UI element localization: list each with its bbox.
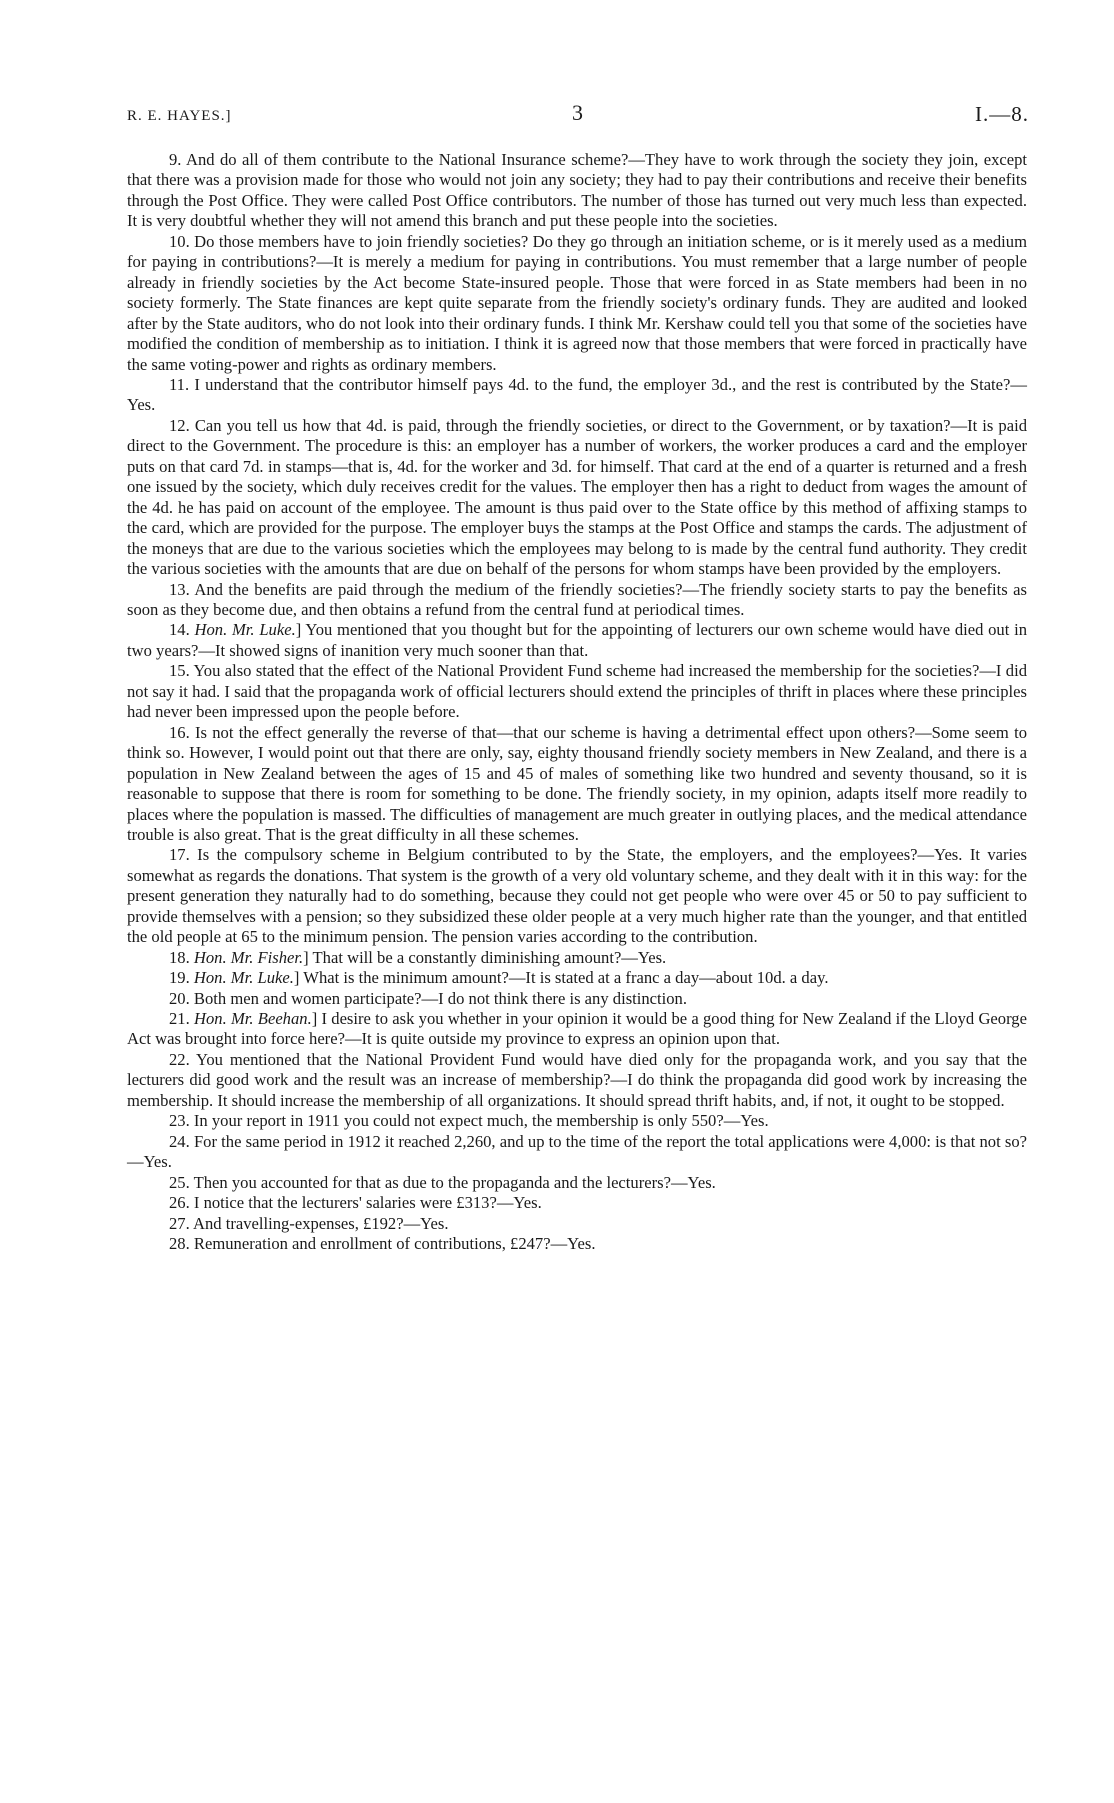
question-number: 26.: [169, 1193, 190, 1213]
testimony-paragraph: [127, 661, 1027, 722]
speaker-name: Hon. Mr. Beehan.: [194, 1009, 312, 1029]
testimony-paragraph: [127, 1193, 1027, 1213]
question-answer-text: And travelling-expenses, £192?—Yes.: [192, 1213, 449, 1233]
question-answer-text: And the benefits are paid through the medium of the friendly societies?—The friendly society starts to pay the benefits as soon as they become due, and then obtains a refund from the central fund at periodical times.: [127, 579, 1027, 619]
testimony-paragraph: [127, 1214, 1027, 1234]
question-number: 9.: [169, 150, 182, 169]
testimony-paragraph: [127, 1234, 1027, 1254]
question-answer-text: And do all of them contribute to the National Insurance scheme?—They have to work through the society they join, except that there was a provision made for those who would not join any society; they had to pay their contributions and receive their benefits through the Post Office. They were called Post Office contributors. The number of those has turned out very much less than expected. It is very doubtful whether they will not amend this branch and put these people into the societies.: [127, 150, 1027, 231]
question-number: 23.: [169, 1111, 190, 1131]
question-number: 25.: [169, 1172, 190, 1192]
testimony-paragraph: [127, 375, 1027, 416]
question-number: 27.: [169, 1213, 190, 1233]
witness-name: R. E. HAYES.]: [127, 108, 232, 124]
question-answer-text: I understand that the contributor himself pays 4d. to the fund, the employer 3d., and the rest is contributed by the State?—Yes.: [127, 374, 1027, 415]
testimony-paragraph: [127, 232, 1027, 375]
question-answer-text: ] I desire to ask you whether in your opinion it would be a good thing for New Zealand if the Lloyd George Act was brought into force here?—It is quite outside my province to express an opinion upon that.: [127, 1009, 1027, 1049]
question-number: 24.: [169, 1131, 190, 1151]
testimony-paragraph: [127, 1009, 1027, 1050]
question-number: 13.: [169, 579, 190, 599]
question-number: 17.: [169, 845, 190, 865]
question-number: 16.: [169, 722, 190, 742]
testimony-paragraph: [127, 580, 1027, 621]
question-answer-text: ] What is the minimum amount?—It is stated at a franc a day—about 10d. a day.: [293, 968, 829, 988]
question-number: 22.: [169, 1049, 190, 1069]
testimony-paragraph: [127, 723, 1027, 846]
question-answer-text: Is not the effect generally the reverse of that—that our scheme is having a detrimental effect upon others?—Some seem to think so. However, I would point out that there are only, say, eighty thousand friendly society members in New Zealand, and there is a population in New Zealand between the ages of 15 and 45 of males of something like two hundred and seventy thousand, so it is reasonable to suppose that there is room for something to be done. The friendly society, in my opinion, adapts itself more readily to places where the population is massed. The difficulties of management are much greater in outlying places, and the medical attendance trouble is also great. That is the great difficulty in all these schemes.: [127, 722, 1027, 844]
question-answer-text: For the same period in 1912 it reached 2,260, and up to the time of the report the total applications were 4,000: is that not so?—Yes.: [127, 1131, 1027, 1172]
question-answer-text: You mentioned that the National Provident Fund would have died only for the propaganda work, and you say that the lecturers did good work and the result was an increase of membership?—I do think the propaganda did good work by increasing the membership. It should increase the membership of all organizations. It should spread thrift habits, and, if not, it ought to be stopped.: [127, 1049, 1027, 1110]
testimony-paragraph: [127, 845, 1027, 947]
question-answer-text: In your report in 1911 you could not expect much, the membership is only 550?—Yes.: [193, 1111, 769, 1131]
question-answer-text: Both men and women participate?—I do not think there is any distinction.: [193, 988, 688, 1008]
speaker-name: Hon. Mr. Luke.: [193, 968, 294, 988]
testimony-paragraph: [127, 989, 1027, 1009]
question-number: 21.: [169, 1009, 190, 1029]
testimony-paragraph: [127, 1132, 1027, 1173]
testimony-paragraph: [127, 1111, 1027, 1131]
testimony-paragraph: [127, 948, 1027, 968]
testimony-paragraph: [127, 1173, 1027, 1193]
page-header: [127, 100, 1029, 130]
question-number: 14.: [169, 620, 190, 640]
question-answer-text: Remuneration and enrollment of contributions, £247?—Yes.: [193, 1234, 596, 1254]
testimony-paragraph: [127, 150, 1027, 232]
testimony-paragraph: [127, 620, 1027, 661]
question-number: 11.: [169, 374, 190, 394]
page-number: 3: [572, 100, 583, 125]
question-answer-text: Can you tell us how that 4d. is paid, through the friendly societies, or direct to the Government, or by taxation?—It is paid direct to the Government. The procedure is this: an employer has a number of workers, the worker produces a card and the employer puts on that card 7d. in stamps—that is, 4d. for the worker and 3d. for himself. That card at the end of a quarter is returned and a fresh one issued by the society, which duly receives credit for the values. The employer then has a right to deduct from wages the amount of the 4d. he has paid on account of the employee. The amount is thus paid over to the State office by this method of affixing stamps to the card, which are provided for the purpose. The employer buys the stamps at the Post Office and stamps the cards. The adjustment of the moneys that are due to the various societies which the employees may belong to is made by the central fund authority. They credit the various societies with the amounts that are due on behalf of the persons for whom stamps have been provided by the employers.: [127, 415, 1028, 579]
testimony-body: [127, 150, 1027, 1254]
document-reference: I.—8.: [975, 102, 1029, 126]
question-number: 10.: [169, 231, 190, 251]
speaker-name: Hon. Mr. Luke.: [194, 620, 296, 640]
question-answer-text: You also stated that the effect of the National Provident Fund scheme had increased the membership for the societies?—I did not say it had. I said that the propaganda work of official lecturers should extend the principles of thrift in places where these principles had never been impressed upon the people before.: [127, 661, 1027, 722]
question-answer-text: Then you accounted for that as due to the propaganda and the lecturers?—Yes.: [193, 1172, 716, 1192]
speaker-name: Hon. Mr. Fisher.: [193, 947, 304, 967]
question-answer-text: I notice that the lecturers' salaries were £313?—Yes.: [193, 1193, 542, 1213]
question-answer-text: Do those members have to join friendly societies? Do they go through an initiation scheme, or is it merely used as a medium for paying in contributions?—It is merely a medium for paying in contributions. You must remember that a large number of people already in friendly societies by the Act become State-insured people. Those that were forced in as State members had been in no society formerly. The State finances are kept quite separate from the friendly society's ordinary funds. They are audited and looked after by the State auditors, who do not look into their ordinary funds. I think Mr. Kershaw could tell you that some of the societies have modified the condition of membership as to initiation. I think it is agreed now that those members that were forced in practically have the same voting-power and rights as ordinary members.: [127, 231, 1027, 374]
question-number: 15.: [169, 661, 190, 681]
question-number: 18.: [169, 947, 190, 967]
testimony-paragraph: [127, 1050, 1027, 1111]
testimony-paragraph: [127, 416, 1027, 580]
question-number: 20.: [169, 988, 190, 1008]
question-number: 28.: [169, 1234, 190, 1254]
question-answer-text: ] You mentioned that you thought but for the appointing of lecturers our own scheme would have died out in two years?—It showed signs of inanition very much sooner than that.: [127, 620, 1027, 660]
question-number: 12.: [169, 415, 190, 435]
question-answer-text: ] That will be a constantly diminishing amount?—Yes.: [303, 947, 667, 967]
question-number: 19.: [169, 968, 190, 988]
question-answer-text: Is the compulsory scheme in Belgium contributed to by the State, the employers, and the employees?—Yes. It varies somewhat as regards the donations. That system is the growth of a very old voluntary scheme, and they dealt with it in this way: for the present generation they naturally had to do something, because they could not get people who were over 45 or 50 to pay sufficient to provide themselves with a pension; so they subsidized these older people at a very much higher rate than the younger, and that entitled the old people at 65 to the minimum pension. The pension varies according to the contribution.: [127, 845, 1027, 947]
testimony-paragraph: [127, 968, 1027, 988]
